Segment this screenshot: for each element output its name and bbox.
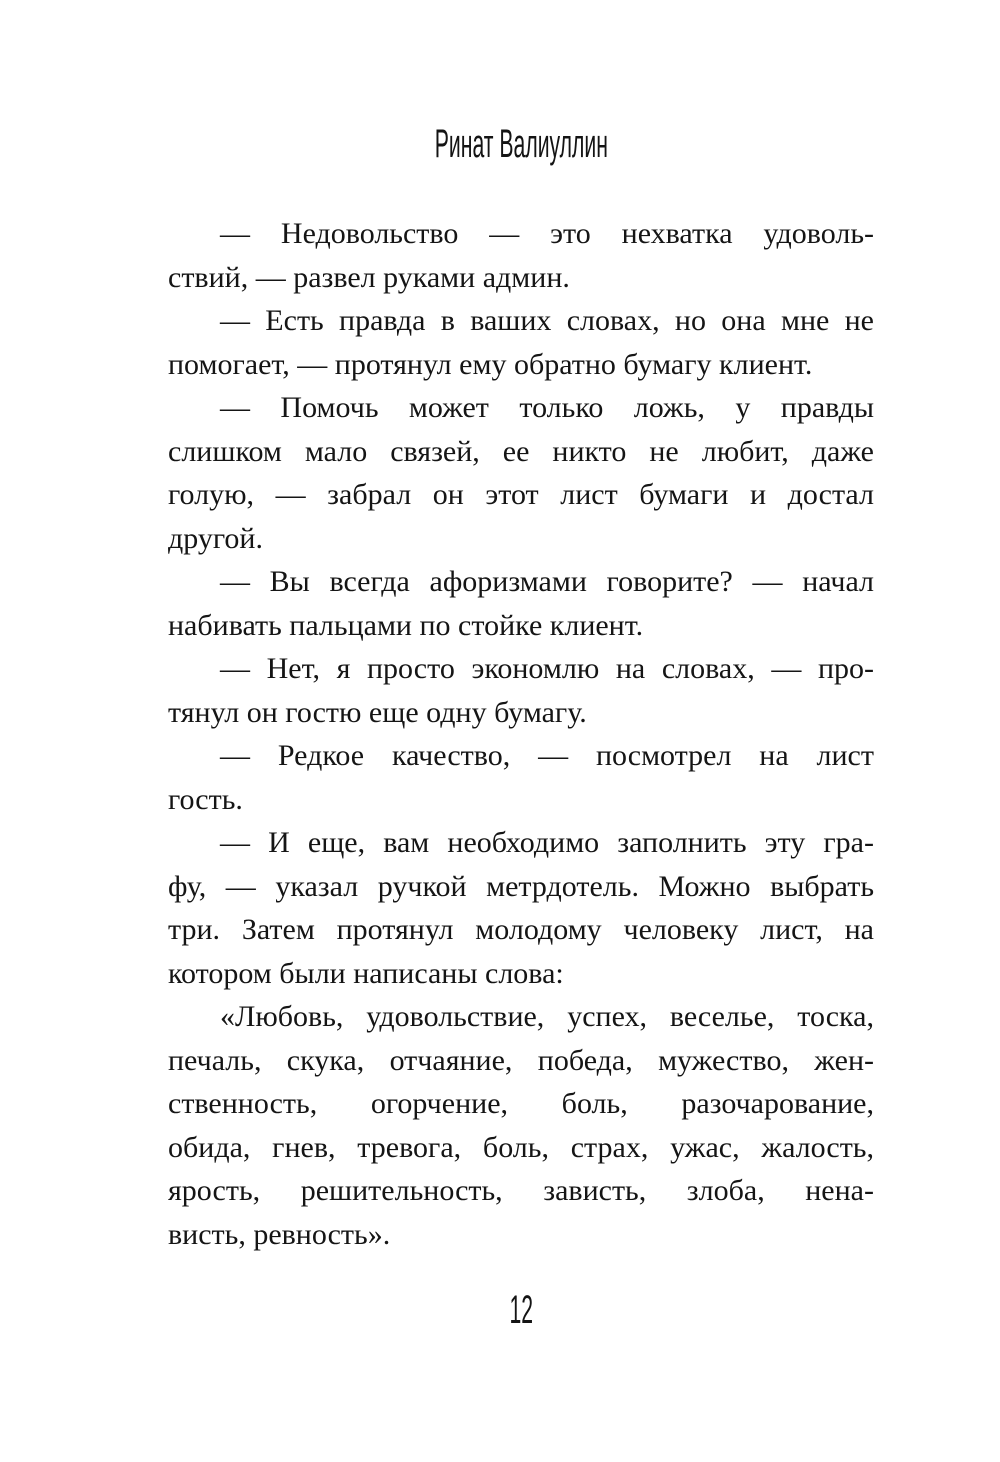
paragraph: [168, 821, 874, 995]
paragraph: [168, 647, 874, 734]
text-line: котором были написаны слова:: [168, 956, 564, 990]
paragraph: [168, 299, 874, 386]
page-number: [168, 1290, 874, 1330]
text-line: набивать пальцами по стойке клиент.: [168, 608, 644, 642]
page-number-value: 12: [509, 1288, 533, 1332]
paragraph: [168, 995, 874, 1256]
paragraph: [168, 560, 874, 647]
text-line: обида, гнев, тревога, боль, страх, ужас, жалость,: [168, 1130, 874, 1164]
paragraph: [168, 212, 874, 299]
author-name: Ринат Валиуллин: [434, 122, 608, 166]
text-line: — Помочь может только ложь, у правды: [220, 391, 874, 424]
text-line: — Нет, я просто экономлю на словах, — про-: [220, 652, 874, 685]
text-line: три. Затем протянул молодому человеку лист, на: [168, 913, 874, 946]
running-header: [168, 124, 874, 164]
text-line: — Вы всегда афоризмами говорите? — начал: [220, 565, 874, 598]
text-line: помогает, — протянул ему обратно бумагу клиент.: [168, 347, 813, 381]
text-line: фу, — указал ручкой метрдотель. Можно выбрать: [168, 869, 874, 903]
text-line: — Недовольство — это нехватка удоволь-: [220, 217, 874, 250]
text-line: ствий, — развел руками админ.: [168, 260, 570, 294]
paragraph: [168, 386, 874, 560]
text-line: ственность, огорчение, боль, разочарование,: [168, 1087, 874, 1120]
text-line: — Есть правда в ваших словах, но она мне не: [220, 304, 874, 337]
text-line: тянул он гостю еще одну бумагу.: [168, 695, 587, 729]
text-line: голую, — забрал он этот лист бумаги и достал: [168, 478, 874, 511]
text-line: «Любовь, удовольствие, успех, веселье, тоска,: [220, 1000, 874, 1033]
text-line: ярость, решительность, зависть, злоба, нена-: [168, 1174, 874, 1207]
text-line: другой.: [168, 521, 263, 555]
text-line: — И еще, вам необходимо заполнить эту гра-: [220, 826, 874, 859]
text-line: слишком мало связей, ее никто не любит, даже: [168, 434, 874, 468]
paragraph: [168, 734, 874, 821]
text-line: — Редкое качество, — посмотрел на лист: [220, 739, 874, 772]
body-text: [168, 212, 874, 1256]
text-line: гость.: [168, 782, 243, 816]
text-line: висть, ревность».: [168, 1217, 391, 1251]
text-line: печаль, скука, отчаяние, победа, мужество, жен-: [168, 1043, 874, 1077]
